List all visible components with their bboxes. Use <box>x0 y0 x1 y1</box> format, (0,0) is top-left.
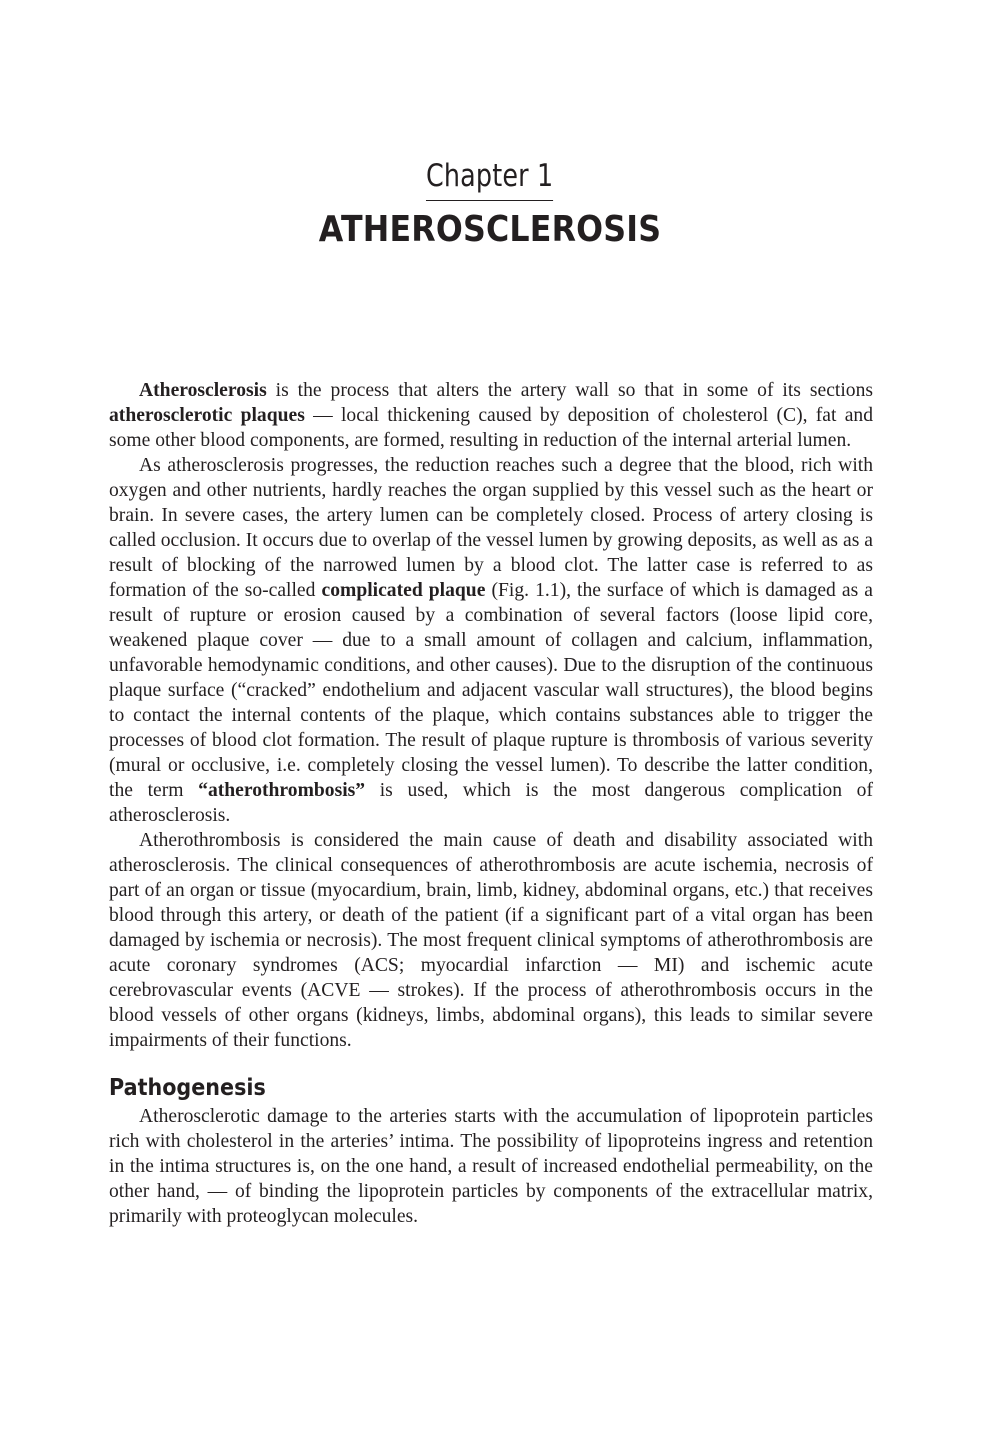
paragraph-text: As atherosclerosis progresses, the reduction reaches such a degree that the blood, rich with oxygen and other nutrients, hardly reaches the organ supplied by this vessel such as the heart or brain. In severe cases, the artery lumen can be completely closed. Process of artery closing is called occlusion. It occurs due to overlap of the vessel lumen by growing deposits, as well as as a result of blocking of the narrowed lumen by a blood clot. The latter case is referred to as formation of the so-called <box>109 455 873 601</box>
body-text <box>109 378 873 1229</box>
chapter-header <box>0 158 980 250</box>
bold-term: complicated plaque <box>321 580 486 601</box>
chapter-label: Chapter 1 <box>426 158 553 201</box>
paragraph-text: is used, which is the most dangerous complication of atherosclerosis. <box>109 780 874 826</box>
paragraph-text: is the process that alters the artery wall so that in some of its sections <box>266 380 873 401</box>
paragraph-3: Atherothrombosis is considered the main cause of death and disability associated with atherosclerosis. The clinical consequences of atherothrombosis are acute ischemia, necrosis of part of an organ or tissue (myocardium, brain, limb, kidney, abdominal organs, etc.) that receives blood through this artery, or death of the patient (if a significant part of a vital organ has been damaged by ischemia or necrosis). The most frequent clinical symptoms of atherothrombosis are acute coronary syndromes (ACS; myocardial infarction — MI) and ischemic acute cerebrovascular events (ACVE — strokes). If the process of atherothrombosis occurs in the blood vessels of other organs (kidneys, limbs, abdominal organs), this leads to similar severe impairments of their functions. <box>109 830 873 1051</box>
bold-term: atherosclerotic plaques <box>109 405 305 426</box>
paragraph-2 <box>109 453 873 828</box>
paragraph-4: Atherosclerotic damage to the arteries starts with the accumulation of lipoprotein particles rich with cholesterol in the arteries’ intima. The possibility of lipoproteins ingress and retention in the intima structures is, on the one hand, a result of increased endothelial permeability, on the other hand, — of binding the lipoprotein particles by components of the extracellular matrix, primarily with proteoglycan molecules. <box>109 1106 873 1227</box>
chapter-title: ATHEROSCLEROSIS <box>318 209 662 250</box>
paragraph-text: (Fig. 1.1), the surface of which is damaged as a result of rupture or erosion caused by a combination of several factors (loose lipid core, weakened plaque cover — due to a small amount of collagen and calcium, inflammation, unfavorable hemodynamic conditions, and other causes). Due to the disruption of the continuous plaque surface (“cracked” endothelium and adjacent vascular wall structures), the blood begins to contact the internal contents of the plaque, which contains substances able to trigger the processes of blood clot formation. The result of plaque rupture is thrombosis of various severity (mural or occlusive, i.e. completely closing the vessel lumen). To describe the latter condition, the term <box>109 580 873 801</box>
paragraph-text: — local thickening caused by deposition of cholesterol (C), fat and some other blood components, are formed, resulting in reduction of the internal arterial lumen. <box>109 405 874 451</box>
bold-term: “atherothrombosis” <box>198 780 366 801</box>
paragraph-1 <box>109 378 873 453</box>
section-heading: Pathogenesis <box>109 1075 266 1101</box>
bold-term: Atherosclerosis <box>139 380 267 401</box>
